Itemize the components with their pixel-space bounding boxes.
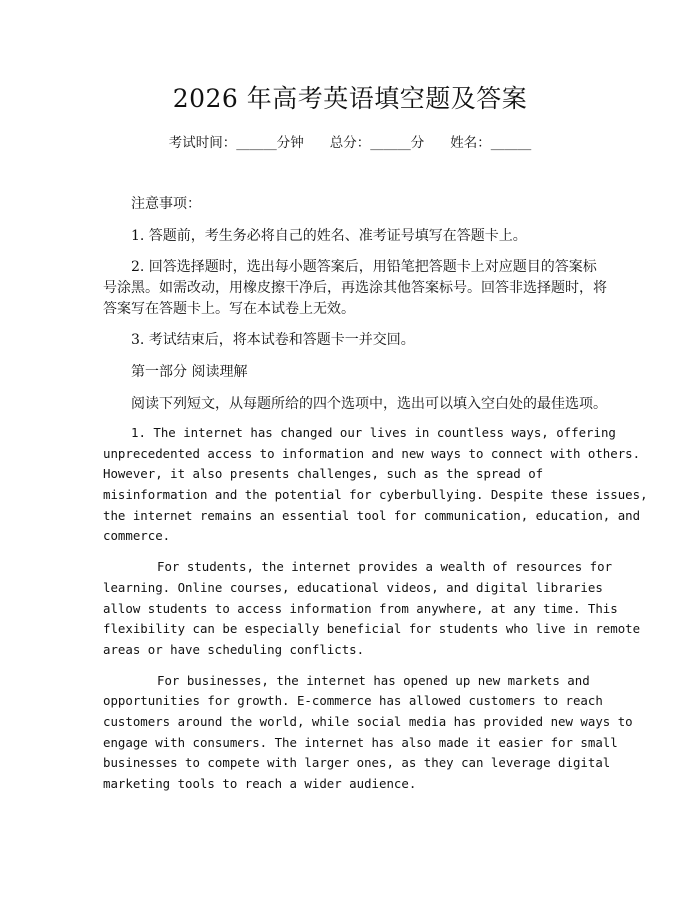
total-score-field: 总分：______分 [329,135,425,151]
notice-item-3: 3. 考试结束后，将本试卷和答题卡一并交回。 [131,332,415,348]
passage-line: unprecedented access to information and new ways to connect with others. [103,446,641,461]
notice-item-1: 1. 答题前，考生务必将自己的姓名、准考证号填写在答题卡上。 [131,228,527,244]
passage-line: businesses to compete with larger ones, as they can leverage digital [103,755,611,770]
notice-item-2-line-3: 答案写在答题卡上。写在本试卷上无效。 [103,301,355,317]
passage-line: commerce. [103,528,171,543]
passage-line: flexibility can be especially beneficial for students who live in remote [103,621,641,636]
passage-line: 1. The internet has changed our lives in countless ways, offering [131,425,616,440]
notice-heading: 注意事项： [131,196,201,212]
passage-line: areas or have scheduling conflicts. [103,642,365,657]
passage-line: customers around the world, while social media has provided new ways to [103,714,633,729]
passage-line: However, it also presents challenges, such as the spread of [103,466,544,481]
section-instruction: 阅读下列短文，从每题所给的四个选项中，选出可以填入空白处的最佳选项。 [131,396,607,412]
passage-line: the internet remains an essential tool for communication, education, and [103,508,641,523]
passage-line: For students, the internet provides a wealth of resources for [157,559,613,574]
passage-line: opportunities for growth. E-commerce has allowed customers to reach [103,693,603,708]
passage-line: misinformation and the potential for cyberbullying. Despite these issues, [103,487,648,502]
exam-info-row [0,131,700,151]
section-heading: 第一部分 阅读理解 [131,364,248,380]
exam-time-field: 考试时间：______分钟 [168,135,304,151]
passage-line: allow students to access information from anywhere, at any time. This [103,601,618,616]
page-title: 2026 年高考英语填空题及答案 [172,84,528,113]
notice-item-2-line-1: 2. 回答选择题时，选出每小题答案后，用铅笔把答题卡上对应题目的答案标 [131,259,597,275]
notice-item-2-line-2: 号涂黑。如需改动，用橡皮擦干净后，再选涂其他答案标号。回答非选择题时，将 [103,280,607,296]
passage-line: marketing tools to reach a wider audience. [103,776,417,791]
passage-line: engage with consumers. The internet has also made it easier for small [103,735,618,750]
student-name-field: 姓名：______ [450,135,532,151]
passage-line: For businesses, the internet has opened up new markets and [157,673,590,688]
passage-line: learning. Online courses, educational videos, and digital libraries [103,580,603,595]
